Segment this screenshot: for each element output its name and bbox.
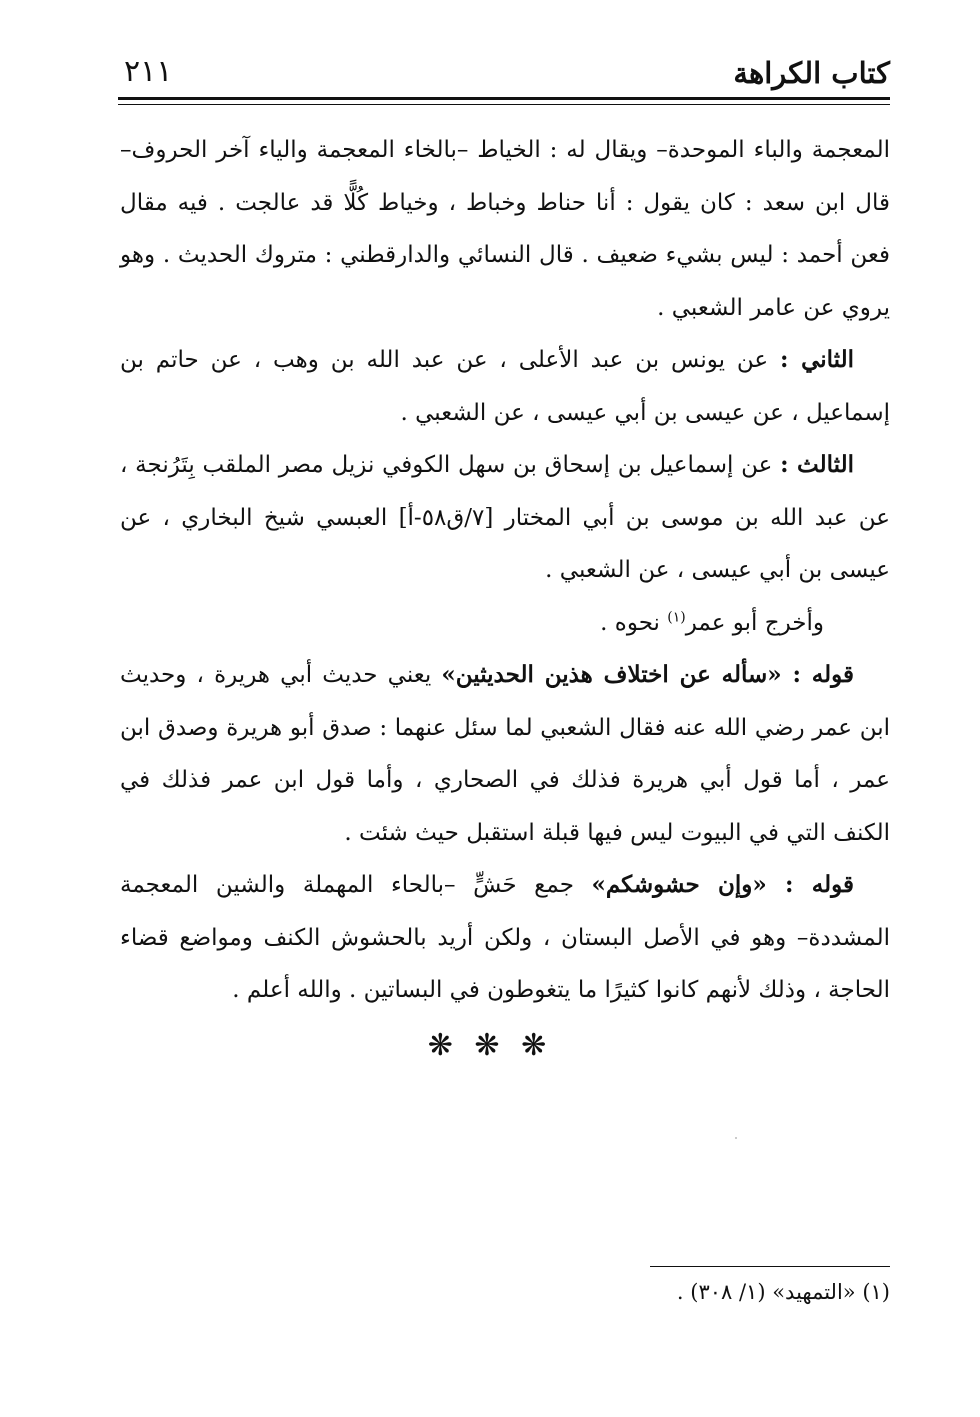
- paragraph-3: [120, 439, 890, 597]
- paragraph-2-lead: الثاني :: [780, 346, 854, 373]
- header-rule-thick: [118, 97, 890, 100]
- chapter-title: كتاب الكراهة: [733, 56, 890, 90]
- paragraph-3-text: عن إسماعيل بن إسحاق بن سهل الكوفي نزيل مصر الملقب بِتَرُنجة ، عن عبد الله بن موسى بن أبي المختار [٧/ق٥٨-أ] العبسي شيخ البخاري ، عن عيسى بن أبي عيسى ، عن الشعبي .: [120, 452, 890, 583]
- header-rule-thin: [118, 104, 890, 105]
- paragraph-3-lead: الثالث :: [780, 451, 854, 478]
- footnote-reference: (١): [667, 608, 686, 625]
- paragraph-5-lead: قوله :: [781, 661, 854, 688]
- scan-speck: [735, 1137, 737, 1139]
- footnote-1: (١) «التمهيد» (١/ ٣٠٨) .: [676, 1280, 890, 1304]
- page-body: [120, 124, 890, 1017]
- paragraph-6: [120, 859, 890, 1017]
- section-separator: ❋ ❋ ❋: [427, 1028, 553, 1063]
- paragraph-1: المعجمة والباء الموحدة– ويقال له : الخياط –بالخاء المعجمة والياء آخر الحروف– قال ابن سعد : كان يقول : أنا حناط وخباط ، وخياط كُلًّا قد عالجت . فيه مقال فعن أحمد : ليس بشيء ضعيف . قال النسائي والدارقطني : متروك الحديث . وهو يروي عن عامر الشعبي .: [120, 137, 890, 321]
- paragraph-4-text-end: نحوه .: [600, 609, 668, 636]
- paragraph-5-quote: «سأله عن اختلاف هذين الحديثين»: [441, 661, 782, 688]
- paragraph-4: [120, 597, 890, 650]
- paragraph-4-text: وأخرج أبو عمر: [685, 609, 824, 636]
- paragraph-6-text: جمع حَشٍّ –بالحاء المهملة والشين المعجمة المشددة– وهو في الأصل البستان ، ولكن أريد بالحشوش الكنف ومواضع قضاء الحاجة ، وذلك لأنهم كانوا كثيرًا ما يتغوطون في البساتين . والله أعلم .: [120, 872, 890, 1003]
- paragraph-2-text: عن يونس بن عبد الأعلى ، عن عبد الله بن وهب ، عن حاتم بن إسماعيل ، عن عيسى بن أبي عيسى ، عن الشعبي .: [120, 347, 890, 426]
- paragraph-5-text: يعني حديث أبي هريرة ، وحديث ابن عمر رضي الله عنه فقال الشعبي لما سئل عنهما : صدق أبو هريرة وصدق ابن عمر ، أما قول أبي هريرة فذلك في الصحاري ، وأما قول ابن عمر فذلك في الكنف التي في البيوت ليس فيها قبلة استقبل حيث شئت .: [120, 662, 890, 846]
- page-number: ٢١١: [124, 54, 173, 89]
- footnote-rule: [650, 1266, 890, 1267]
- paragraph-6-lead: قوله :: [766, 871, 854, 898]
- paragraph-5: [120, 649, 890, 859]
- paragraph-2: [120, 334, 890, 439]
- paragraph-6-quote: «وإن حشوشكم»: [591, 871, 767, 898]
- page-header: [118, 52, 890, 100]
